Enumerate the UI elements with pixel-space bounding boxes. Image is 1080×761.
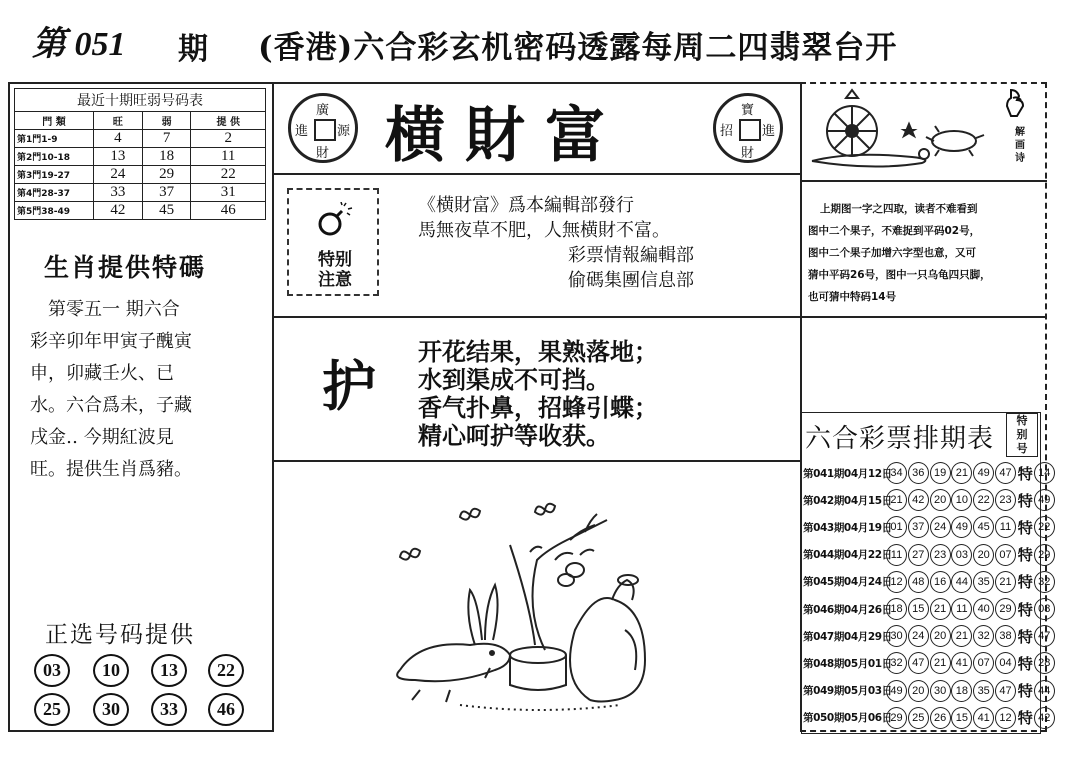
explain-line: 上期图一字之四取，读者不难看到	[820, 203, 978, 215]
schedule-row	[803, 597, 1056, 621]
zodiac-line: 水。六合爲未，子藏	[30, 395, 192, 416]
draw-ball: 21	[930, 598, 951, 620]
zodiac-title: 生肖提供特碼	[44, 253, 207, 282]
coin-char: 寶	[741, 103, 755, 118]
offer-value: 2	[191, 130, 266, 148]
coin-char: 財	[316, 146, 330, 161]
row-label: 第5門38-49	[15, 202, 94, 220]
hot-value: 33	[94, 184, 143, 202]
draw-ball: 27	[908, 544, 929, 566]
special-mark: 特	[1017, 654, 1033, 673]
draw-ball: 41	[951, 652, 972, 674]
rabbit-tree-illustration	[380, 490, 660, 715]
row-label: 第3門19-27	[15, 166, 94, 184]
table-row	[15, 130, 266, 148]
draw-ball: 24	[930, 516, 951, 538]
draw-ball: 19	[930, 462, 951, 484]
coin-char: 財	[741, 146, 755, 161]
pick-number: 22	[208, 654, 244, 687]
draw-ball: 20	[908, 680, 929, 702]
special-ball: 32	[1034, 571, 1055, 593]
special-mark: 特	[1017, 627, 1033, 646]
draw-ball: 47	[995, 680, 1016, 702]
column-header: 提 供	[191, 112, 266, 130]
draw-ball: 24	[908, 625, 929, 647]
notice-box	[287, 188, 379, 296]
butterfly-icon	[535, 504, 555, 515]
draw-ball: 21	[886, 489, 907, 511]
weak-value: 7	[142, 130, 191, 148]
draw-date: 第043期04月19日	[803, 521, 892, 534]
special-label-char: 号	[1016, 442, 1028, 455]
weak-value: 37	[142, 184, 191, 202]
schedule-title: 六合彩票排期表	[805, 424, 995, 454]
pick-number: 30	[93, 693, 129, 726]
pick-number: 10	[93, 654, 129, 687]
coin-char: 廣	[316, 103, 330, 118]
riddle-label: 解画诗	[1015, 127, 1025, 164]
issue-suffix: 期	[178, 32, 208, 67]
draw-ball: 16	[930, 571, 951, 593]
brand-title: 横財富	[385, 101, 625, 171]
draw-date: 第047期04月29日	[803, 630, 892, 643]
offer-value: 31	[191, 184, 266, 202]
divider	[274, 316, 800, 318]
special-ball: 44	[1034, 680, 1055, 702]
special-ball: 14	[1034, 462, 1055, 484]
special-label-char: 特	[1016, 414, 1028, 427]
intro-line: 《横財富》爲本編輯部發行	[418, 195, 634, 216]
divider	[800, 316, 1047, 318]
row-label: 第2門10-18	[15, 148, 94, 166]
draw-date: 第048期05月01日	[803, 657, 892, 670]
draw-ball: 18	[951, 680, 972, 702]
draw-date: 第044期04月22日	[803, 549, 892, 562]
offer-value: 11	[191, 148, 266, 166]
pick-number: 13	[151, 654, 187, 687]
draw-ball: 21	[951, 625, 972, 647]
draw-ball: 36	[908, 462, 929, 484]
special-ball: 29	[1034, 544, 1055, 566]
draw-ball: 23	[995, 489, 1016, 511]
special-ball: 49	[1034, 489, 1055, 511]
explain-line: 猜中平码26号，图中一只乌龟四只脚，	[808, 269, 991, 281]
schedule-row	[803, 651, 1056, 675]
divider	[274, 173, 800, 175]
draw-ball: 30	[886, 625, 907, 647]
explain-line: 也可猜中特码14号	[808, 291, 897, 303]
notice-label-line: 注意	[318, 270, 352, 290]
weak-value: 29	[142, 166, 191, 184]
draw-ball: 07	[995, 544, 1016, 566]
special-mark: 特	[1017, 546, 1033, 565]
page-title: (香港)六合彩玄机密码透露每周二四翡翠台开	[258, 30, 898, 66]
draw-ball: 21	[951, 462, 972, 484]
draw-ball: 30	[930, 680, 951, 702]
draw-ball: 18	[886, 598, 907, 620]
coin-char: 進	[762, 124, 776, 139]
row-label: 第4門28-37	[15, 184, 94, 202]
draw-ball: 29	[886, 707, 907, 729]
draw-ball: 22	[973, 489, 994, 511]
draw-ball: 03	[951, 544, 972, 566]
bomb-icon	[317, 202, 353, 238]
riddle-picture	[804, 86, 1004, 176]
butterfly-icon	[460, 509, 480, 520]
special-mark: 特	[1017, 491, 1033, 510]
poem-line: 香气扑鼻，招蜂引蝶；	[418, 394, 658, 422]
hot-value: 4	[94, 130, 143, 148]
draw-ball: 12	[995, 707, 1016, 729]
special-ball: 28	[1034, 652, 1055, 674]
intro-text	[418, 193, 694, 293]
poem-line: 开花结果，果熟落地；	[418, 338, 658, 366]
coin-icon	[713, 93, 783, 163]
draw-ball: 26	[930, 707, 951, 729]
draw-ball: 12	[886, 571, 907, 593]
intro-line: 偷碼集團信息部	[568, 270, 694, 291]
special-mark: 特	[1017, 573, 1033, 592]
coin-icon	[288, 93, 358, 163]
draw-ball: 32	[886, 652, 907, 674]
zodiac-line: 第零五一 期六合	[30, 299, 180, 320]
zodiac-line: 旺。提供生肖爲豬。	[30, 459, 192, 480]
zodiac-line: 戌金‥ 今期紅波見	[30, 427, 174, 448]
draw-date: 第050期05月06日	[803, 712, 892, 725]
draw-ball: 48	[908, 571, 929, 593]
draw-ball: 23	[930, 544, 951, 566]
zodiac-line: 彩辛卯年甲寅子醜寅	[30, 331, 192, 352]
butterfly-icon	[400, 549, 420, 560]
draw-ball: 35	[973, 680, 994, 702]
schedule-row	[803, 624, 1056, 648]
coin-char: 源	[337, 124, 351, 139]
poem	[418, 338, 658, 450]
intro-line: 彩票情報編輯部	[568, 245, 694, 266]
notice-label-line: 特别	[318, 250, 352, 270]
hot-value: 13	[94, 148, 143, 166]
column-header: 弱	[142, 112, 191, 130]
pointing-hand-icon	[1005, 88, 1027, 118]
special-mark: 特	[1017, 518, 1033, 537]
explain-line: 图中二个果子，不难捉到平码02号，	[808, 225, 981, 237]
hot-value: 24	[94, 166, 143, 184]
pick-number: 46	[208, 693, 244, 726]
special-mark: 特	[1017, 464, 1033, 483]
table-title: 最近十期旺弱号码表	[14, 88, 266, 111]
table-row	[15, 202, 266, 220]
draw-ball: 47	[908, 652, 929, 674]
row-label: 第1門1-9	[15, 130, 94, 148]
draw-ball: 29	[995, 598, 1016, 620]
draw-ball: 20	[930, 489, 951, 511]
draw-ball: 35	[973, 571, 994, 593]
special-number-label	[1006, 413, 1038, 457]
table-row	[15, 148, 266, 166]
draw-date: 第045期04月24日	[803, 576, 892, 589]
coin-char: 招	[720, 124, 734, 139]
zodiac-line: 申，卯藏壬火、已	[30, 363, 174, 384]
special-ball: 42	[1034, 707, 1055, 729]
special-mark: 特	[1017, 682, 1033, 701]
schedule-row	[803, 515, 1056, 539]
draw-ball: 10	[951, 489, 972, 511]
pick-number: 33	[151, 693, 187, 726]
offer-value: 22	[191, 166, 266, 184]
issue-number: 第 051	[32, 26, 126, 63]
special-mark: 特	[1017, 600, 1033, 619]
draw-ball: 15	[951, 707, 972, 729]
pick-number: 25	[34, 693, 70, 726]
draw-ball: 41	[973, 707, 994, 729]
draw-ball: 11	[951, 598, 972, 620]
special-ball: 47	[1034, 625, 1055, 647]
special-mark: 特	[1017, 709, 1033, 728]
special-label-char: 别	[1016, 428, 1028, 441]
weak-value: 45	[142, 202, 191, 220]
intro-line: 馬無夜草不肥，人無横財不富。	[418, 220, 670, 241]
hot-value: 42	[94, 202, 143, 220]
schedule-row	[803, 488, 1056, 512]
schedule-row	[803, 679, 1056, 703]
schedule-row	[803, 543, 1056, 567]
draw-ball: 40	[973, 598, 994, 620]
draw-ball: 11	[886, 544, 907, 566]
draw-ball: 25	[908, 707, 929, 729]
zodiac-text	[30, 294, 250, 486]
draw-ball: 07	[973, 652, 994, 674]
weak-value: 18	[142, 148, 191, 166]
explain-line: 图中二个果子加增六字型也意，又可	[808, 247, 976, 259]
riddle-explanation	[808, 198, 1040, 308]
divider	[800, 180, 1047, 182]
draw-ball: 04	[995, 652, 1016, 674]
draw-ball: 01	[886, 516, 907, 538]
draw-ball: 20	[973, 544, 994, 566]
draw-ball: 11	[995, 516, 1016, 538]
draw-date: 第041期04月12日	[803, 467, 892, 480]
column-header: 門 類	[15, 112, 94, 130]
draw-ball: 38	[995, 625, 1016, 647]
notice-label	[297, 250, 373, 290]
draw-ball: 21	[995, 571, 1016, 593]
draw-date: 第046期04月26日	[803, 603, 892, 616]
draw-ball: 42	[908, 489, 929, 511]
draw-ball: 49	[951, 516, 972, 538]
schedule-row	[803, 706, 1056, 730]
guard-char: 护	[322, 355, 376, 418]
draw-ball: 21	[930, 652, 951, 674]
draw-date: 第049期05月03日	[803, 685, 892, 698]
picks-title: 正选号码提供	[45, 622, 195, 648]
draw-ball: 34	[886, 462, 907, 484]
draw-date: 第042期04月15日	[803, 494, 892, 507]
recent-numbers-table	[14, 88, 266, 220]
poem-line: 水到渠成不可挡。	[418, 366, 610, 394]
schedule-row	[803, 570, 1056, 594]
poem-line: 精心呵护等收获。	[418, 422, 610, 450]
draw-ball: 47	[995, 462, 1016, 484]
divider	[274, 460, 800, 462]
draw-ball: 44	[951, 571, 972, 593]
schedule-row	[803, 461, 1056, 485]
draw-ball: 45	[973, 516, 994, 538]
draw-ball: 37	[908, 516, 929, 538]
column-header: 旺	[94, 112, 143, 130]
coin-char: 進	[295, 124, 309, 139]
draw-ball: 20	[930, 625, 951, 647]
draw-ball: 32	[973, 625, 994, 647]
table-row	[15, 166, 266, 184]
draw-ball: 49	[973, 462, 994, 484]
draw-ball: 15	[908, 598, 929, 620]
special-ball: 22	[1034, 516, 1055, 538]
draw-ball: 49	[886, 680, 907, 702]
table-row	[15, 184, 266, 202]
special-ball: 08	[1034, 598, 1055, 620]
offer-value: 46	[191, 202, 266, 220]
pick-number: 03	[34, 654, 70, 687]
